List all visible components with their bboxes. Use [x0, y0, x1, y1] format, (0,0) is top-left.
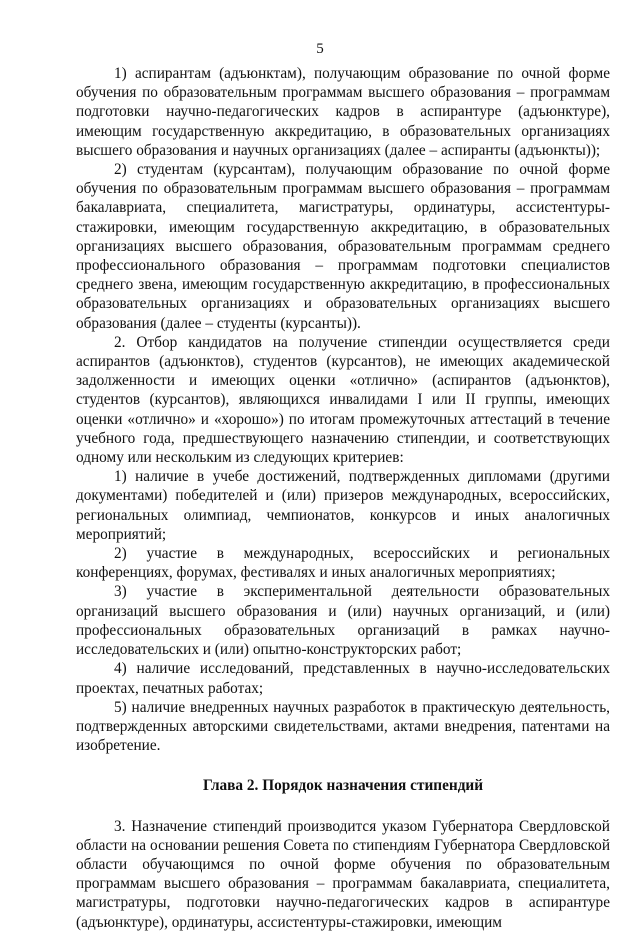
paragraph-appointment: 3. Назначение стипендий производится указом Губернатора Свердловской области на основании решения Совета по стипендиям Губернатора Свердловской области обучающимся по очной форме обучения по образовательным программам высшего образования – программам бакалавриата, специалитета, магистратуры, подготовки научно-педагогических кадров в аспирантуре (адъюнктуре), ординатуры, ассистентуры-стажировки, имеющим: [76, 817, 610, 931]
paragraph-criterion-5: 5) наличие внедренных научных разработок в практическую деятельность, подтвержденных авторскими свидетельствами, актами внедрения, патентами на изобретение.: [76, 698, 610, 755]
paragraph-aspirants: 1) аспирантам (адъюнктам), получающим образование по очной форме обучения по образовательным программам высшего образования – программам подготовки научно-педагогических кадров в аспирантуре (адъюнктуре), имеющим государственную аккредитацию, в образовательных организациях высшего образования и научных организациях (далее – аспиранты (адъюнкты));: [76, 65, 610, 159]
paragraph-criterion-4: 4) наличие исследований, представленных в научно-исследовательских проектах, печатных работах;: [76, 660, 610, 697]
document-body: [76, 64, 610, 932]
page-number: 5: [316, 41, 324, 57]
heading-spacer: [76, 809, 610, 817]
paragraph-criterion-2: 2) участие в международных, всероссийских и региональных конференциях, форумах, фестивалях и иных аналогичных мероприятиях;: [76, 545, 610, 582]
paragraph-criterion-3: 3) участие в экспериментальной деятельности образовательных организаций высшего образования и (или) научных организаций, и (или) профессиональных образовательных организаций в рамках научно-исследовательских и (или) опытно-конструкторских работ;: [76, 583, 610, 659]
paragraph-selection: 2. Отбор кандидатов на получение стипендии осуществляется среди аспирантов (адъюнктов), студентов (курсантов), не имеющих академической задолженности и имеющих оценки «отлично» (аспирантов (адъюнктов), студентов (курсантов), являющихся инвалидами I или II группы, имеющих оценки «отлично» и «хорошо») по итогам промежуточных аттестаций в течение учебного года, предшествующего назначению стипендии, и соответствующих одному или нескольким из следующих критериев:: [76, 333, 610, 467]
paragraph-criterion-1: 1) наличие в учебе достижений, подтвержденных дипломами (другими документами) победителей и (или) призеров международных, всероссийских, региональных олимпиад, чемпионатов, конкурсов и иных аналогичных мероприятий;: [76, 468, 610, 543]
paragraph-students: 2) студентам (курсантам), получающим образование по очной форме обучения по образовательным программам высшего образования – программам бакалавриата, специалитета, магистратуры, ординатуры, ассистентуры-стажировки, имеющим государственную аккредитацию, в образовательных организациях высшего образования, образовательным программам среднего профессионального образования – программам подготовки специалистов среднего звена, имеющим государственную аккредитацию, в профессиональных образовательных организациях и образовательных организациях высшего образования (далее – студенты (курсанты)).: [76, 161, 610, 332]
chapter-heading: Глава 2. Порядок назначения стипендий: [202, 777, 484, 795]
heading-spacer: [76, 755, 610, 763]
